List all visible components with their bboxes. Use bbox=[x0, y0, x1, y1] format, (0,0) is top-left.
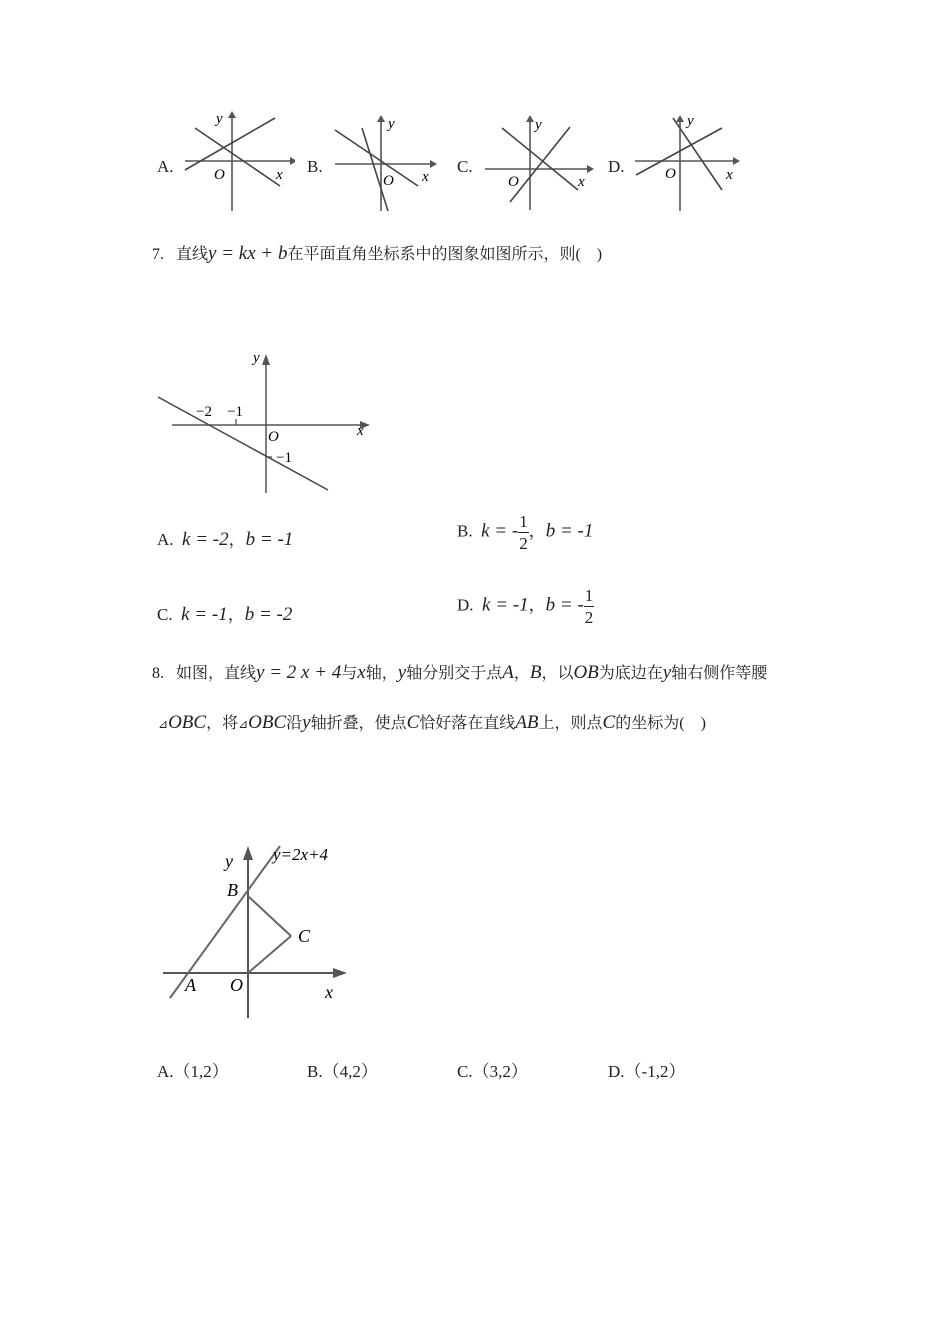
q8-l2-f4: C bbox=[406, 712, 420, 733]
q7-option-b-fraction bbox=[518, 513, 529, 552]
q7-tick-y-neg1: −1 bbox=[276, 450, 292, 466]
q7-option-a-b: b = -1 bbox=[245, 529, 294, 550]
q7-option-c-k: k = -1 bbox=[181, 604, 228, 625]
q8-l1-t2: 与 bbox=[341, 665, 358, 682]
q7-option-a-label: A. bbox=[157, 530, 174, 549]
q7-option-a-sep: ， bbox=[228, 530, 246, 549]
q7-text-before: 直线 bbox=[176, 246, 209, 263]
q6-a-x-label: x bbox=[276, 167, 283, 183]
q8-l2-t2: 沿 bbox=[286, 715, 303, 732]
q6-option-d-label[interactable]: D. bbox=[608, 157, 625, 176]
q6-option-c-graph[interactable] bbox=[480, 110, 595, 215]
q7-option-b[interactable] bbox=[457, 513, 593, 552]
q6-c-y-label: y bbox=[535, 117, 542, 133]
q8-graph bbox=[155, 838, 365, 1023]
q7-option-b-k: k = - bbox=[481, 520, 519, 542]
q7-option-d-den: 2 bbox=[584, 608, 594, 627]
q6-option-b-graph[interactable] bbox=[330, 108, 445, 213]
q8-point-c-label: C bbox=[298, 926, 311, 946]
q8-option-d-label: D. bbox=[608, 1062, 625, 1081]
q7-formula: y = kx + b bbox=[208, 243, 288, 264]
q8-l1-t1: 如图，直线 bbox=[176, 665, 257, 682]
q8-line-label: y=2x+4 bbox=[273, 845, 329, 864]
q7-option-d-b: b = - bbox=[545, 594, 584, 616]
q8-l2-t4: 恰好落在直线 bbox=[419, 715, 516, 732]
q6-b-y-label: y bbox=[388, 116, 395, 132]
q8-l2-t3: 轴折叠，使点 bbox=[310, 715, 407, 732]
q7-option-b-num: 1 bbox=[519, 512, 528, 531]
q8-l2-triangle-icon: ⊿ bbox=[158, 717, 169, 731]
q6-option-c-label[interactable]: C. bbox=[457, 157, 473, 176]
q8-stem-line2 bbox=[158, 710, 706, 734]
q8-origin-label: O bbox=[230, 975, 243, 995]
q8-option-b-value: （4,2） bbox=[322, 1062, 378, 1081]
q8-option-c-label: C. bbox=[457, 1062, 473, 1081]
q6-a-origin-label: O bbox=[214, 167, 225, 183]
q8-option-a-label: A. bbox=[157, 1062, 174, 1081]
q7-option-d-num: 1 bbox=[584, 586, 594, 605]
q6-c-origin-label: O bbox=[508, 174, 519, 190]
q8-option-c-value: （3,2） bbox=[472, 1062, 528, 1081]
q8-option-a-value: （1,2） bbox=[173, 1062, 229, 1081]
q8-l1-t7: 为底边在 bbox=[598, 665, 663, 682]
q7-option-b-sep: ， bbox=[528, 521, 546, 541]
q7-option-a-k: k = -2 bbox=[182, 529, 229, 550]
q8-l2-t6: 的坐标为( ) bbox=[615, 715, 706, 732]
q8-l2-f1: OBC bbox=[168, 712, 207, 733]
q6-d-origin-label: O bbox=[665, 166, 676, 182]
q7-tick-neg2: −2 bbox=[196, 404, 212, 420]
q7-option-c-sep: ， bbox=[227, 605, 245, 624]
q8-l2-f5: AB bbox=[515, 712, 539, 733]
q8-number: 8. bbox=[152, 665, 164, 682]
q8-l1-formula: y = 2 x + 4 bbox=[256, 662, 342, 683]
q8-l2-triangle-icon-2: ⊿ bbox=[238, 717, 249, 731]
q7-option-c-b: b = -2 bbox=[244, 604, 293, 625]
q6-option-b-label[interactable]: B. bbox=[307, 157, 323, 176]
q8-option-d[interactable] bbox=[608, 1057, 685, 1082]
q6-a-y-label: y bbox=[216, 111, 223, 127]
q8-x-label: x bbox=[325, 982, 333, 1002]
q6-option-a-label[interactable]: A. bbox=[157, 157, 174, 176]
q8-y-label: y bbox=[225, 851, 233, 871]
q8-stem-line1 bbox=[152, 660, 767, 684]
q7-option-b-label: B. bbox=[457, 521, 473, 541]
q8-l1-t6: ，以 bbox=[541, 665, 574, 682]
q8-point-a-label: A bbox=[185, 975, 196, 995]
q6-b-x-label: x bbox=[422, 169, 429, 185]
q8-l1-t3: 轴， bbox=[365, 665, 398, 682]
q8-option-a[interactable] bbox=[157, 1057, 229, 1082]
q8-l2-f3: y bbox=[302, 712, 311, 733]
q8-l1-t5: ， bbox=[513, 665, 530, 682]
q7-origin-label: O bbox=[268, 429, 279, 445]
q7-option-d-fraction bbox=[584, 587, 595, 626]
q7-option-d[interactable] bbox=[457, 587, 594, 626]
q7-option-d-label: D. bbox=[457, 595, 474, 615]
q7-option-b-b: b = -1 bbox=[545, 520, 594, 542]
q8-l2-f2: OBC bbox=[248, 712, 287, 733]
q7-option-a[interactable] bbox=[157, 525, 293, 551]
q7-number: 7. bbox=[152, 246, 164, 263]
q6-d-y-label: y bbox=[687, 113, 694, 129]
q6-c-x-label: x bbox=[578, 174, 585, 190]
q7-stem bbox=[152, 241, 602, 265]
q8-l1-f3: y bbox=[397, 662, 407, 683]
q7-x-label: x bbox=[357, 423, 364, 439]
q7-y-label: y bbox=[253, 350, 260, 366]
q7-graph bbox=[150, 345, 380, 500]
q8-l1-f7: y bbox=[662, 662, 672, 683]
q8-point-b-label: B bbox=[227, 880, 238, 900]
q7-option-d-k: k = -1 bbox=[482, 594, 529, 616]
q7-option-c-label: C. bbox=[157, 605, 173, 624]
q7-option-b-den: 2 bbox=[519, 534, 528, 553]
q8-option-b[interactable] bbox=[307, 1057, 378, 1082]
q6-b-origin-label: O bbox=[383, 173, 394, 189]
q7-option-c[interactable] bbox=[157, 600, 292, 626]
q7-option-d-sep: ， bbox=[528, 595, 546, 615]
q8-l2-f6: C bbox=[602, 712, 616, 733]
q8-l1-t8: 轴右侧作等腰 bbox=[671, 665, 768, 682]
q8-l1-t4: 轴分别交于点 bbox=[406, 665, 503, 682]
q8-option-c[interactable] bbox=[457, 1057, 528, 1082]
q8-option-d-value: （-1,2） bbox=[624, 1062, 686, 1081]
q7-tick-neg1: −1 bbox=[227, 404, 243, 420]
q8-l2-t5: 上，则点 bbox=[538, 715, 603, 732]
q8-l1-f4: A bbox=[502, 662, 514, 683]
q7-text-after: 在平面直角坐标系中的图象如图所示，则( ) bbox=[287, 246, 603, 263]
q6-d-x-label: x bbox=[726, 167, 733, 183]
q8-l1-f6: OB bbox=[573, 662, 599, 683]
q8-option-b-label: B. bbox=[307, 1062, 323, 1081]
q8-l1-f2: x bbox=[357, 662, 366, 683]
q6-option-d-graph[interactable] bbox=[630, 108, 745, 213]
q6-option-a-graph[interactable] bbox=[180, 108, 295, 213]
q8-l2-t1: ，将 bbox=[206, 715, 239, 732]
q8-l1-f5: B bbox=[529, 662, 542, 683]
